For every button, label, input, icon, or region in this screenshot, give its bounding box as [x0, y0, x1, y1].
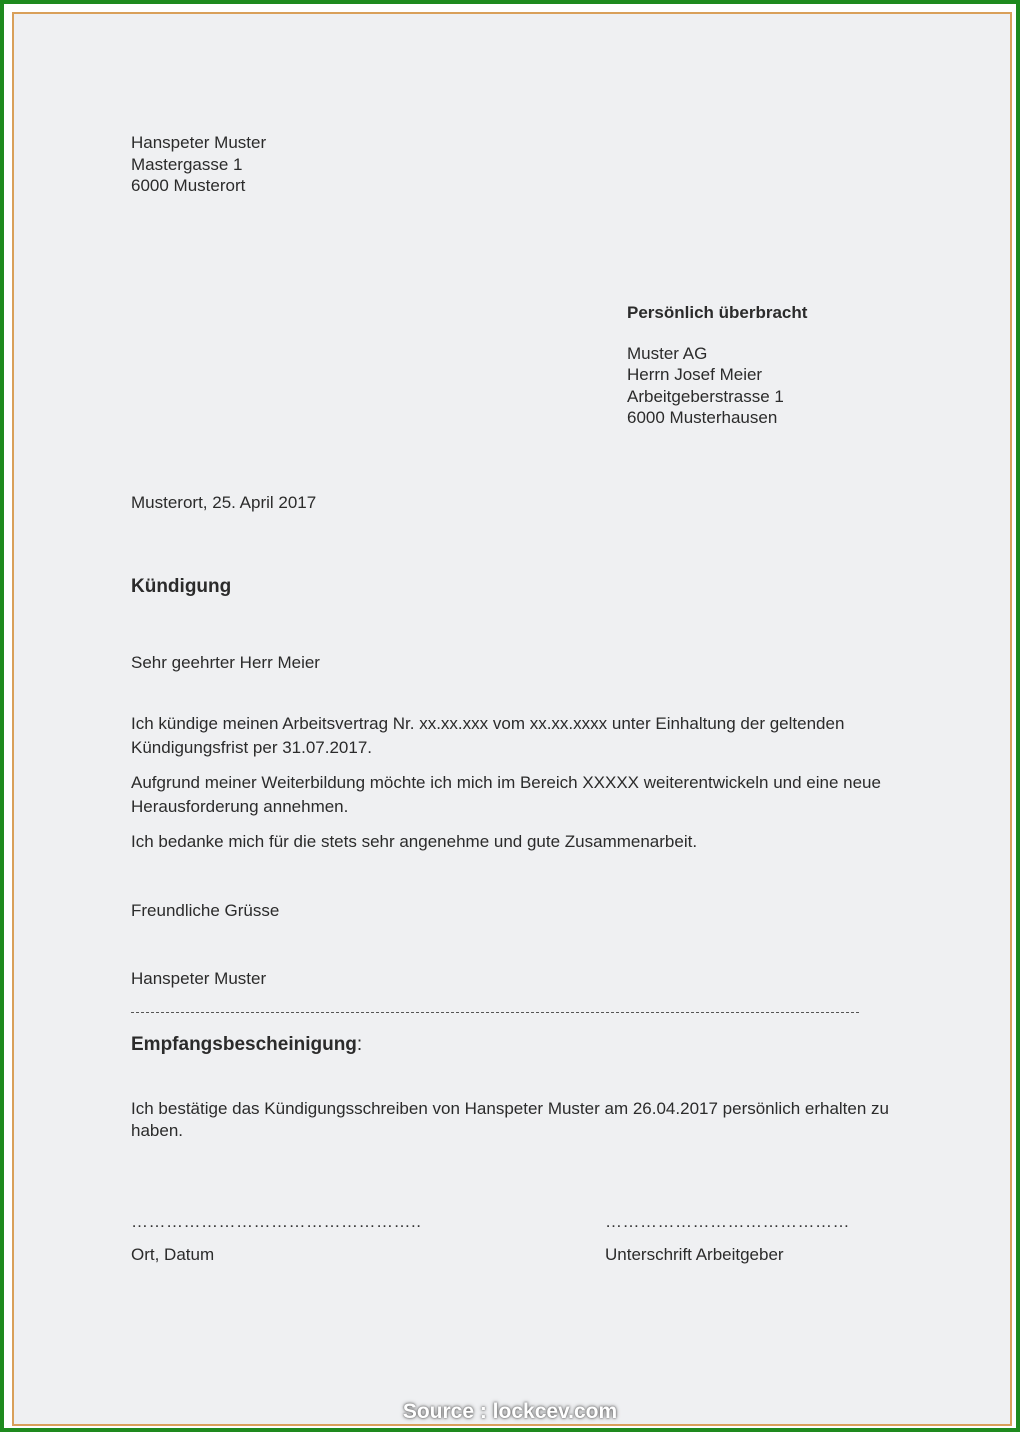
receipt-colon: :: [356, 1034, 363, 1055]
body-paragraph: Ich bedanke mich für die stets sehr angenehme und gute Zusammenarbeit.: [131, 832, 698, 851]
recipient-person: Herrn Josef Meier: [627, 365, 763, 384]
receipt-title: Empfangsbescheinigung: [131, 1034, 357, 1055]
letter-page: [14, 14, 1006, 1423]
recipient-city: 6000 Musterhausen: [627, 408, 778, 427]
receipt-text: Ich bestätige das Kündigungsschreiben von Hanspeter Muster am 26.04.2017 persönlich erhalten zu haben.: [131, 1099, 889, 1140]
sender-name: Hanspeter Muster: [131, 133, 267, 152]
sender-city: 6000 Musterort: [131, 176, 246, 195]
body-paragraph: Ich kündige meinen Arbeitsvertrag Nr. xx.xx.xxx vom xx.xx.xxxx unter Einhaltung der geltenden Kündigungsfrist per 31.07.2017.: [131, 714, 845, 757]
place-date-label: Ort, Datum: [131, 1245, 215, 1264]
subject-heading: Kündigung: [131, 576, 232, 597]
employer-signature-label: Unterschrift Arbeitgeber: [605, 1245, 784, 1264]
salutation: Sehr geehrter Herr Meier: [131, 653, 320, 672]
dashed-separator: [131, 1012, 859, 1013]
source-watermark: Source : lockcev.com: [402, 1400, 618, 1423]
date-line: Musterort, 25. April 2017: [131, 493, 317, 512]
receipt-heading: [131, 1034, 362, 1056]
delivery-note: Persönlich überbracht: [627, 303, 808, 322]
sender-street: Mastergasse 1: [131, 154, 243, 174]
recipient-address: [627, 302, 807, 429]
sender-address: [131, 132, 266, 197]
signature-line-place-date: …………………………………………..: [131, 1212, 422, 1231]
closing: Freundliche Grüsse: [131, 901, 280, 920]
recipient-company: Muster AG: [627, 343, 708, 363]
body-paragraph: Aufgrund meiner Weiterbildung möchte ich mich im Bereich XXXXX weiterentwickeln und eine neue Herausforderung annehmen.: [131, 773, 881, 816]
signer-name: Hanspeter Muster: [131, 969, 267, 988]
signature-line-employer: ……………………………………: [605, 1212, 850, 1231]
recipient-street: Arbeitgeberstrasse 1: [627, 386, 784, 406]
